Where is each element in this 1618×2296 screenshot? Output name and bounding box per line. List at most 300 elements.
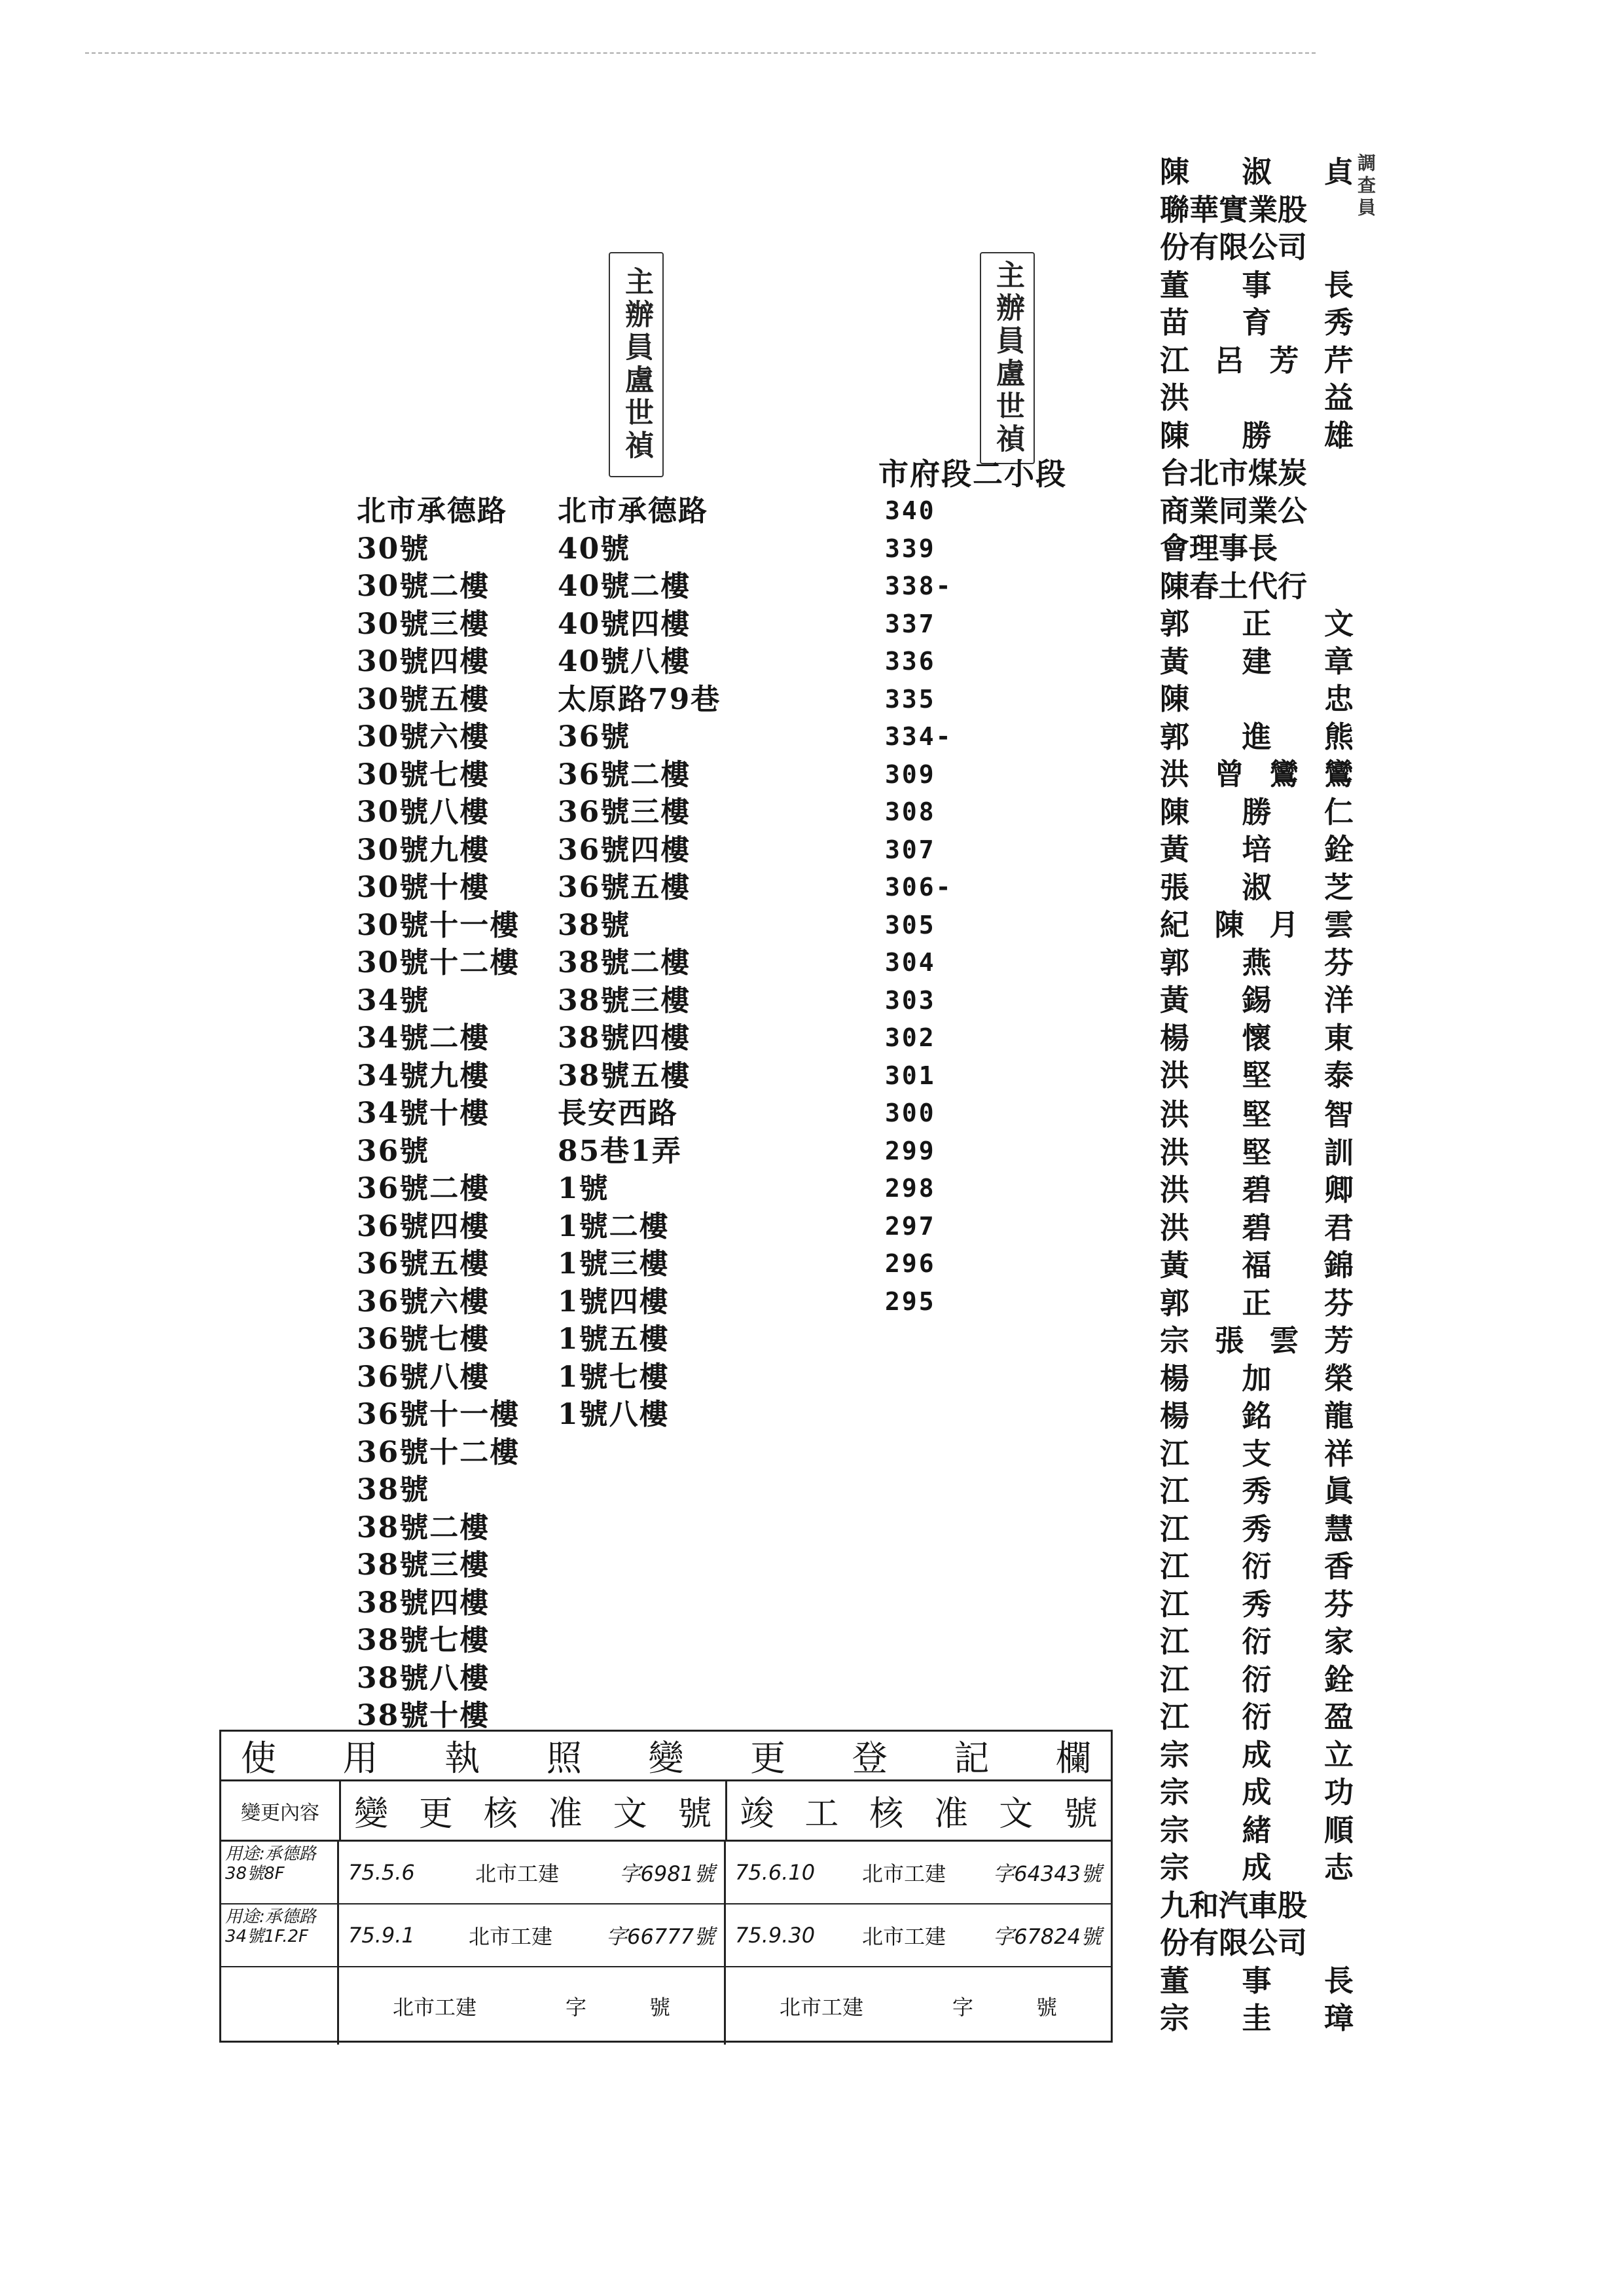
owner-name-char: 家 [1323,1624,1354,1659]
owner-name [1160,1472,1354,1510]
address-line: 36號 [357,1134,430,1168]
owner-name-char: 盈 [1323,1700,1354,1734]
owner-name-char: 聯華實業股 [1160,192,1308,227]
owner-name-char: 郭 [1160,606,1190,641]
lot-number: 298 [885,1174,936,1203]
owner-name [1160,1999,1354,2037]
owner-name [1160,944,1354,982]
address-line: 長安西路 [558,1097,678,1130]
address-line: 36號四樓 [357,1209,490,1243]
owner-name-char: 江 [1160,1662,1190,1697]
lot-number: 309 [885,759,936,789]
owner-name [1160,266,1354,304]
lot-number: 302 [885,1023,936,1052]
owner-name-char: 月 [1269,907,1299,942]
owner-name [1160,191,1354,229]
owner-name [1160,568,1354,606]
address-line: 太原路79巷 [558,682,721,716]
owner-name-char: 育 [1242,305,1272,340]
lot-number: 295 [885,1286,936,1316]
owner-name [1160,906,1354,944]
owner-name-char: 黃 [1160,644,1190,679]
owner-name-char: 福 [1242,1248,1272,1283]
owner-name-char: 陳春土代行 [1160,568,1308,604]
lot-number: 336 [885,647,936,676]
address-line: 38號四樓 [558,1021,691,1055]
approval-number: 字66777號 [606,1924,715,1949]
owner-name-char: 江 [1160,1586,1190,1622]
approval-date: 75.5.6 [348,1860,415,1885]
address-line: 38號四樓 [357,1586,490,1620]
section-header: 市府段二小段 [878,456,1067,492]
owner-name [1160,869,1354,907]
lot-number: 296 [885,1249,936,1278]
owner-name-char: 衍 [1242,1662,1272,1697]
address-line: 36號五樓 [558,871,691,904]
table-title [221,1732,1111,1781]
owner-name [1160,228,1354,266]
header-char: 文 [613,1795,647,1834]
address-line: 38號二樓 [357,1510,490,1544]
approval-number: 字 號 [565,1995,670,2020]
owner-name-char: 宗 [1160,1323,1190,1358]
address-line: 34號九樓 [357,1059,490,1093]
owner-name-char: 秀 [1242,1474,1272,1508]
owner-name-char: 郭 [1160,719,1190,754]
owner-name [1160,1924,1354,1962]
owner-name-char: 陳 [1160,794,1190,829]
owner-name-char: 正 [1242,1285,1272,1321]
owner-name-char: 洪 [1160,1097,1190,1132]
owner-name-char: 秀 [1242,1586,1272,1622]
change-content-cell: 用途:承德路34號1F.2F [221,1904,339,1966]
address-line: 36號四樓 [558,833,691,867]
header-char: 准 [934,1795,969,1834]
header-char: 核 [483,1795,518,1834]
lot-number-column [885,492,953,1321]
owner-name-char: 洪 [1160,1058,1190,1093]
owner-name-char: 陳 [1160,682,1190,716]
owner-name-char: 楊 [1160,1020,1190,1055]
lot-number: 299 [885,1136,936,1165]
table-title-char: 記 [954,1738,990,1779]
lot-number: 303 [885,985,936,1015]
owner-name-char: 堅 [1242,1058,1272,1093]
owner-name-char: 苗 [1160,305,1190,340]
owner-name-char: 淑 [1242,155,1272,189]
owner-name-char: 銓 [1323,1662,1354,1697]
owner-name-char: 洪 [1160,1135,1190,1170]
owner-name-char: 江 [1160,1549,1190,1584]
address-line: 1號二樓 [558,1209,670,1243]
header-char: 變 [354,1795,389,1834]
address-line: 38號五樓 [558,1059,691,1093]
owner-name [1160,304,1354,342]
owner-name-char: 勝 [1242,794,1272,829]
address-line: 40號四樓 [558,607,691,641]
owner-name-char: 堅 [1242,1097,1272,1132]
owner-name-char: 君 [1323,1210,1354,1245]
owner-name-char: 培 [1242,832,1272,867]
owner-name-char: 志 [1323,1850,1354,1885]
address-line: 38號 [357,1473,430,1506]
address-line: 85巷1弄 [558,1134,682,1168]
owner-name-char: 張 [1214,1323,1244,1358]
owner-name-char: 商業同業公 [1160,493,1308,528]
address-line: 40號八樓 [558,645,691,678]
address-line: 36號二樓 [357,1172,490,1205]
table-title-char: 登 [852,1738,888,1779]
owner-name-char: 燕 [1242,945,1272,980]
lot-number: 306- [885,873,953,902]
table-title-char: 使 [241,1738,276,1779]
owner-name-char: 江 [1160,1436,1190,1471]
owner-name [1160,417,1354,455]
owner-name [1160,831,1354,869]
owner-name-char: 忠 [1323,682,1354,716]
owner-name [1160,756,1354,793]
official-stamp-1: 主辦員盧世禎 [609,252,664,477]
approval-cell [339,1842,726,1903]
completion-cell [726,1904,1111,1966]
completion-office: 北市工建 [862,1924,946,1949]
approval-number: 字6981號 [619,1861,715,1886]
owner-list-b [1160,1096,1354,2037]
owner-name-char: 熊 [1323,719,1354,754]
owner-name-char: 銘 [1242,1398,1272,1433]
owner-name-char: 衍 [1242,1624,1272,1659]
header-char: 准 [548,1795,583,1834]
owner-name [1160,1360,1354,1398]
owner-name-char: 芬 [1323,945,1354,980]
owner-name-char: 眞 [1323,1474,1354,1508]
owner-name-char: 雄 [1323,418,1354,453]
address-line: 1號五樓 [558,1322,670,1356]
completion-number: 字 號 [952,1995,1057,2020]
owner-name-char: 宗 [1160,2001,1190,2035]
lot-number: 300 [885,1099,936,1127]
owner-name-char: 楊 [1160,1398,1190,1433]
owner-name-char: 江 [1160,1624,1190,1659]
owner-name-char: 會理事長 [1160,531,1278,566]
owner-name-char: 卿 [1323,1173,1354,1207]
address-line: 30號四樓 [357,645,490,678]
owner-name [1160,454,1354,492]
owner-name [1160,1171,1354,1209]
completion-cell [726,1842,1111,1903]
owner-name-char: 長 [1323,267,1354,302]
owner-name [1160,1849,1354,1887]
owner-name [1160,342,1354,380]
owner-name-char: 建 [1242,644,1272,679]
owner-name-char: 宗 [1160,1812,1190,1848]
table-title-char: 用 [342,1738,378,1779]
owner-name-char: 九和汽車股 [1160,1887,1308,1923]
owner-name-char: 進 [1242,719,1272,754]
owner-name-char: 緒 [1242,1812,1272,1848]
address-line: 30號十樓 [357,871,490,904]
address-line: 38號十樓 [357,1699,490,1732]
owner-name-char: 黃 [1160,832,1190,867]
owner-name-char: 曾 [1214,757,1244,792]
owner-name-char: 份有限公司 [1160,230,1308,264]
address-line: 38號三樓 [558,983,691,1017]
address-line: 36號五樓 [357,1247,490,1281]
owner-name-char: 成 [1242,1775,1272,1810]
owner-name-char: 益 [1323,380,1354,415]
address-line: 38號三樓 [357,1548,490,1582]
owner-name-char: 郭 [1160,945,1190,980]
completion-number: 字64343號 [993,1861,1102,1886]
owner-name [1160,1435,1354,1473]
approval-date: 75.9.1 [348,1923,415,1948]
owner-name-char: 鸞 [1269,757,1299,792]
lot-number: 304 [885,948,936,977]
owner-name-char: 秀 [1242,1511,1272,1546]
owner-name [1160,153,1354,191]
owner-name-char: 貞 [1323,155,1354,189]
owner-name-char: 立 [1323,1737,1354,1772]
official-stamp-2: 主辦員盧世禎 [980,252,1035,464]
address-line: 30號 [357,532,430,566]
address-line: 36號十二樓 [357,1435,520,1469]
owner-name [1160,1736,1354,1774]
owner-name-char: 功 [1323,1775,1354,1810]
owner-name-char: 黃 [1160,1248,1190,1283]
header-char: 號 [1063,1795,1098,1834]
owner-name-char: 事 [1242,267,1272,302]
address-line: 30號八樓 [357,795,490,829]
owner-name [1160,492,1354,530]
owner-name-char: 紀 [1160,907,1190,942]
lot-number: 301 [885,1061,936,1090]
owner-name-char: 銓 [1323,832,1354,867]
change-content-cell [221,1967,339,2045]
owner-name [1160,1586,1354,1624]
table-title-char: 照 [546,1738,582,1779]
header-change-approval-no [341,1781,727,1840]
owner-name-char: 碧 [1242,1173,1272,1207]
owner-name-char: 陳 [1214,907,1244,942]
address-line: 36號八樓 [357,1360,490,1394]
table-title-char: 執 [444,1738,480,1779]
lot-number: 334- [885,722,953,751]
address-line: 1號 [558,1172,609,1205]
owner-name [1160,981,1354,1019]
completion-office: 北市工建 [862,1861,946,1886]
owner-name-char: 芬 [1323,1285,1354,1321]
table-row [221,1842,1111,1904]
owner-name-char: 智 [1323,1097,1354,1132]
lot-number: 335 [885,684,936,714]
owner-name-char: 榮 [1323,1360,1354,1396]
owner-name-char: 加 [1242,1360,1272,1396]
owner-name-char: 鸞 [1323,757,1354,792]
owner-name-char: 陳 [1160,155,1190,189]
owner-name-char: 董 [1160,1963,1190,1998]
owner-name-char: 芬 [1323,1586,1354,1622]
owner-name-char: 江 [1160,1474,1190,1508]
owner-name-char: 長 [1323,1963,1354,1998]
approval-cell [339,1904,726,1966]
owner-name-char: 黃 [1160,983,1190,1017]
address-line: 1號四樓 [558,1285,670,1319]
header-change-content: 變更內容 [221,1781,341,1840]
header-char: 竣 [740,1795,774,1834]
address-line: 30號二樓 [357,570,490,603]
completion-date: 75.9.30 [735,1923,816,1948]
owner-name-char: 衍 [1242,1549,1272,1584]
address-line: 30號九樓 [357,833,490,867]
address-line: 36號七樓 [357,1322,490,1356]
owner-name-char: 正 [1242,606,1272,641]
official-stamp-3: 調查員 [1355,153,1376,220]
owner-name-char: 芝 [1323,869,1354,905]
owner-name [1160,1209,1354,1247]
owner-name-char: 祥 [1323,1436,1354,1471]
owner-list-a [1160,153,1354,1095]
approval-cell [339,1967,726,2045]
owner-name-char: 董 [1160,267,1190,302]
owner-name-char: 龍 [1323,1398,1354,1433]
table-row [221,1967,1111,2045]
lot-number: 307 [885,835,936,864]
header-completion-approval-no [727,1781,1111,1840]
owner-name-char: 芹 [1323,342,1354,378]
address-line: 30號十一樓 [357,908,520,942]
owner-name-char: 郭 [1160,1285,1190,1321]
change-content-cell: 用途:承德路38號8F [221,1842,339,1903]
owner-name-char: 衍 [1242,1700,1272,1734]
address-line: 38號 [558,908,631,942]
owner-name-char: 呂 [1214,342,1244,378]
owner-name-char: 支 [1242,1436,1272,1471]
owner-name-char: 楊 [1160,1360,1190,1396]
table-header [221,1781,1111,1842]
address-line: 36號六樓 [357,1285,490,1319]
owner-name-char: 台北市煤炭 [1160,456,1308,490]
owner-name [1160,1661,1354,1699]
owner-name-char: 璋 [1323,2001,1354,2035]
address-line: 36號三樓 [558,795,691,829]
owner-name [1160,1285,1354,1322]
owner-name-char: 章 [1323,644,1354,679]
owner-name-char: 宗 [1160,1775,1190,1810]
lot-number: 337 [885,609,936,638]
owner-name-char: 錫 [1242,983,1272,1017]
owner-name [1160,530,1354,568]
approval-office: 北市工建 [392,1995,476,2020]
address-line: 北市承德路 [558,494,708,528]
owner-name-char: 洪 [1160,757,1190,792]
owner-name-char: 芳 [1269,342,1299,378]
table-title-char: 更 [750,1738,786,1779]
owner-name-char: 圭 [1242,2001,1272,2035]
address-line: 1號七樓 [558,1360,670,1394]
header-char: 更 [418,1795,453,1834]
owner-name [1160,1887,1354,1925]
owner-name-char: 錦 [1323,1248,1354,1283]
owner-name-char: 成 [1242,1737,1272,1772]
address-line: 30號六樓 [357,720,490,754]
address-line: 30號五樓 [357,682,490,716]
owner-name-char: 堅 [1242,1135,1272,1170]
table-title-char: 欄 [1056,1738,1091,1779]
lot-number: 339 [885,534,936,563]
owner-name-char: 懷 [1242,1020,1272,1055]
owner-name-char: 仁 [1323,794,1354,829]
owner-name [1160,1397,1354,1435]
page-top-rule [85,52,1316,54]
owner-name [1160,1510,1354,1548]
owner-name-char: 泰 [1323,1058,1354,1093]
address-line: 34號二樓 [357,1021,490,1055]
owner-name-char: 成 [1242,1850,1272,1885]
owner-name [1160,793,1354,831]
address-line: 38號八樓 [357,1661,490,1695]
address-line: 北市承德路 [357,494,507,528]
owner-name-char: 江 [1160,1700,1190,1734]
owner-name-char: 香 [1323,1549,1354,1584]
table-row [221,1904,1111,1967]
owner-name-char: 份有限公司 [1160,1925,1308,1960]
address-line: 36號十一樓 [357,1398,520,1431]
approval-office: 北市工建 [468,1924,552,1949]
header-char: 號 [677,1795,712,1834]
lot-number: 297 [885,1211,936,1241]
address-line: 40號 [558,532,631,566]
owner-name-char: 慧 [1323,1511,1354,1546]
owner-name [1160,1019,1354,1057]
owner-name-char: 張 [1160,869,1190,905]
owner-name-char: 洪 [1160,1173,1190,1207]
address-line: 34號 [357,983,430,1017]
completion-office: 北市工建 [779,1995,863,2020]
address-line: 30號三樓 [357,607,490,641]
owner-name-char: 訓 [1323,1135,1354,1170]
owner-name-char: 洪 [1160,1210,1190,1245]
owner-name-char: 勝 [1242,418,1272,453]
address-line: 36號二樓 [558,757,691,792]
owner-name-char: 淑 [1242,869,1272,905]
owner-name [1160,1548,1354,1586]
owner-name-char: 秀 [1323,305,1354,340]
owner-name [1160,643,1354,681]
address-line: 30號十二樓 [357,946,520,979]
owner-name [1160,1096,1354,1134]
owner-name-char: 雲 [1269,1323,1299,1358]
address-line: 40號二樓 [558,570,691,603]
owner-name-char: 宗 [1160,1737,1190,1772]
address-line: 38號二樓 [558,946,691,979]
address-column-a [357,492,520,1735]
owner-name-char: 陳 [1160,418,1190,453]
owner-name [1160,1247,1354,1285]
completion-cell [726,1967,1111,2045]
owner-name-char: 文 [1323,606,1354,641]
address-line: 34號十樓 [357,1097,490,1130]
lot-number: 338- [885,572,953,600]
owner-name-char: 洋 [1323,983,1354,1017]
lot-number: 305 [885,910,936,939]
owner-name-char: 雲 [1323,907,1354,942]
address-line: 36號 [558,720,631,754]
address-column-b [558,492,721,1434]
owner-name [1160,1698,1354,1736]
owner-name-char: 芳 [1323,1323,1354,1358]
address-line: 1號八樓 [558,1398,670,1431]
owner-name-char: 江 [1160,342,1190,378]
